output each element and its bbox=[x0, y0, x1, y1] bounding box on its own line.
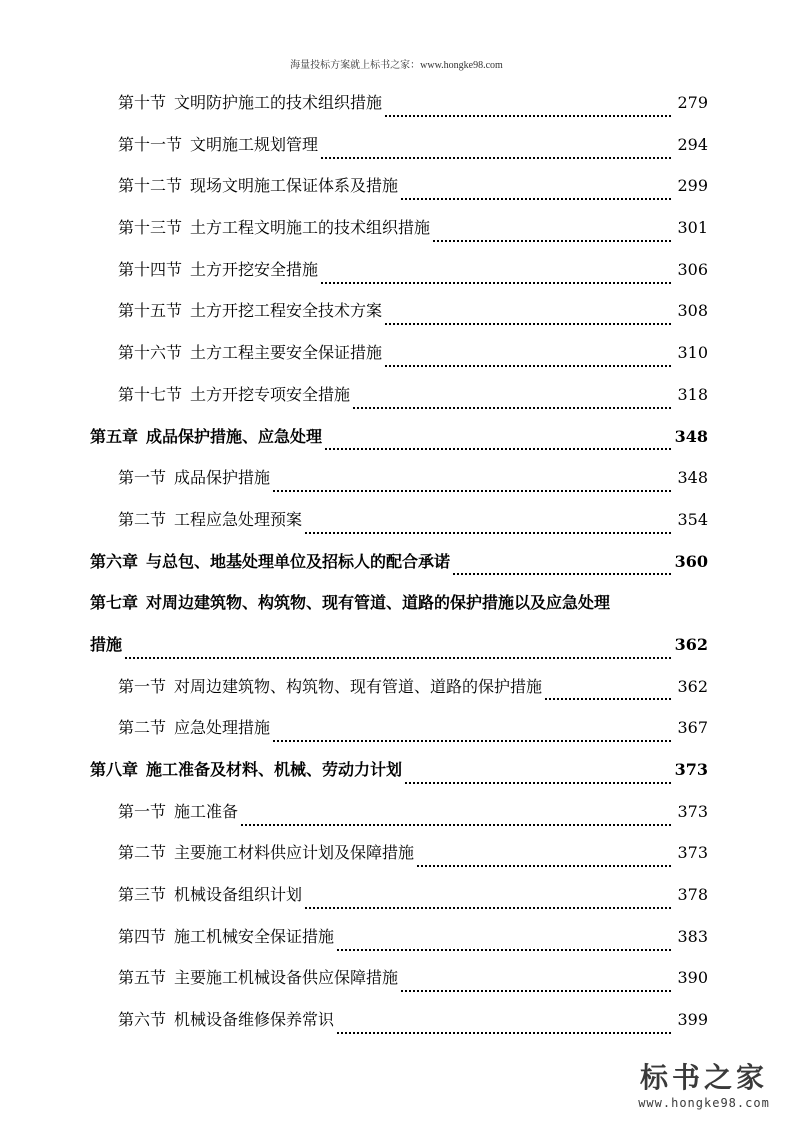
toc-dot-leader bbox=[241, 824, 671, 826]
toc-entry[interactable] bbox=[90, 632, 708, 674]
toc-entry-title: 施工准备 bbox=[174, 801, 239, 821]
toc-entry[interactable] bbox=[90, 90, 708, 132]
toc-dot-leader bbox=[417, 865, 671, 867]
toc-entry-title: 与总包、地基处理单位及招标人的配合承诺 bbox=[146, 551, 451, 571]
toc-entry-title: 措施 bbox=[90, 634, 123, 654]
toc-page-number: 299 bbox=[677, 176, 708, 196]
toc-entry-number: 第二节 bbox=[118, 718, 167, 738]
toc-page-number: 318 bbox=[677, 384, 708, 404]
toc-page-number: 310 bbox=[677, 343, 708, 363]
toc-entry-title: 土方工程主要安全保证措施 bbox=[190, 343, 383, 363]
toc-dot-leader bbox=[353, 407, 671, 409]
toc-entry-title: 机械设备维修保养常识 bbox=[174, 1010, 335, 1030]
toc-entry-number: 第一节 bbox=[118, 801, 167, 821]
toc-entry[interactable] bbox=[90, 424, 708, 466]
toc-page-number: 390 bbox=[677, 968, 708, 988]
brand-logo bbox=[629, 1056, 779, 1110]
toc-dot-leader bbox=[545, 698, 671, 700]
toc-entry-number: 第三节 bbox=[118, 885, 167, 905]
toc-entry[interactable] bbox=[90, 173, 708, 215]
toc-dot-leader bbox=[305, 907, 671, 909]
toc-entry-number: 第五章 bbox=[90, 426, 139, 446]
toc-entry-number: 第二节 bbox=[118, 509, 167, 529]
toc-entry[interactable] bbox=[90, 1007, 708, 1049]
toc-entry-number: 第十六节 bbox=[118, 343, 183, 363]
toc-page-number: 367 bbox=[677, 718, 708, 738]
toc-entry[interactable] bbox=[90, 882, 708, 924]
toc-entry-title: 文明施工规划管理 bbox=[190, 134, 319, 154]
toc-entry-title: 土方开挖工程安全技术方案 bbox=[190, 301, 383, 321]
toc-page-number: 354 bbox=[677, 509, 708, 529]
toc-page-number: 348 bbox=[677, 468, 708, 488]
page-header: 海量投标方案就上标书之家：www.hongke98.com bbox=[290, 60, 503, 71]
toc-entry-number: 第十节 bbox=[118, 93, 167, 112]
logo-brand-text: 标书之家 bbox=[639, 1061, 768, 1094]
toc-entry[interactable] bbox=[90, 924, 708, 966]
toc-page-number: 308 bbox=[677, 301, 708, 321]
toc-entry-title: 对周边建筑物、构筑物、现有管道、道路的保护措施以及应急处理 bbox=[146, 593, 611, 613]
toc-dot-leader bbox=[337, 1032, 671, 1034]
toc-dot-leader bbox=[401, 198, 671, 200]
toc-entry-number: 第六章 bbox=[90, 551, 139, 571]
toc-entry[interactable] bbox=[90, 590, 708, 632]
toc-entry-title: 成品保护措施、应急处理 bbox=[146, 426, 323, 446]
toc-entry-title: 应急处理措施 bbox=[174, 718, 271, 738]
toc-page-number: 399 bbox=[677, 1010, 708, 1030]
toc-dot-leader bbox=[385, 365, 671, 367]
toc-entry-title: 现场文明施工保证体系及措施 bbox=[190, 176, 399, 196]
toc-entry-title: 土方工程文明施工的技术组织措施 bbox=[190, 218, 431, 238]
toc-entry[interactable] bbox=[90, 840, 708, 882]
toc-entry-number: 第十四节 bbox=[118, 259, 183, 279]
table-of-contents bbox=[90, 90, 708, 1049]
toc-dot-leader bbox=[305, 532, 671, 534]
toc-entry-title: 土方开挖安全措施 bbox=[190, 259, 319, 279]
toc-entry-number: 第八章 bbox=[90, 760, 139, 779]
toc-entry-number: 第四节 bbox=[118, 926, 167, 946]
toc-entry-title: 工程应急处理预案 bbox=[174, 509, 303, 529]
logo-url-text: www.hongke98.com bbox=[638, 1096, 770, 1110]
toc-page-number: 378 bbox=[677, 885, 708, 905]
toc-entry-title: 主要施工机械设备供应保障措施 bbox=[174, 968, 399, 988]
toc-entry[interactable] bbox=[90, 799, 708, 841]
toc-entry-title: 成品保护措施 bbox=[174, 468, 271, 488]
toc-dot-leader bbox=[405, 782, 671, 784]
toc-entry[interactable] bbox=[90, 549, 708, 591]
toc-page-number: 373 bbox=[677, 843, 708, 863]
toc-page-number: 360 bbox=[674, 551, 708, 571]
toc-entry-title: 主要施工材料供应计划及保障措施 bbox=[174, 843, 415, 863]
toc-page-number: 294 bbox=[677, 134, 708, 154]
toc-dot-leader bbox=[337, 949, 671, 951]
toc-dot-leader bbox=[401, 990, 671, 992]
toc-entry[interactable] bbox=[90, 298, 708, 340]
toc-entry-number: 第十一节 bbox=[118, 134, 183, 154]
toc-page-number: 383 bbox=[677, 926, 708, 946]
toc-entry-title: 文明防护施工的技术组织措施 bbox=[174, 93, 383, 112]
toc-page-number: 373 bbox=[677, 801, 708, 821]
toc-page-number: 301 bbox=[677, 218, 708, 238]
toc-entry-number: 第一节 bbox=[118, 468, 167, 488]
toc-entry-number: 第二节 bbox=[118, 843, 167, 863]
toc-entry[interactable] bbox=[90, 257, 708, 299]
toc-entry-title: 施工准备及材料、机械、劳动力计划 bbox=[146, 760, 403, 779]
toc-entry-number: 第十七节 bbox=[118, 384, 183, 404]
toc-entry[interactable] bbox=[90, 507, 708, 549]
toc-page-number: 362 bbox=[674, 634, 708, 654]
toc-dot-leader bbox=[321, 282, 671, 284]
toc-dot-leader bbox=[385, 323, 671, 325]
toc-dot-leader bbox=[453, 573, 671, 575]
toc-page-number: 279 bbox=[677, 93, 708, 112]
toc-page-number: 373 bbox=[674, 760, 708, 779]
toc-entry[interactable] bbox=[90, 715, 708, 757]
toc-dot-leader bbox=[273, 490, 671, 492]
toc-entry[interactable] bbox=[90, 465, 708, 507]
toc-entry-title: 机械设备组织计划 bbox=[174, 885, 303, 905]
toc-entry-number: 第七章 bbox=[90, 593, 139, 613]
toc-dot-leader bbox=[321, 157, 671, 159]
toc-entry[interactable] bbox=[90, 132, 708, 174]
toc-entry-title: 施工机械安全保证措施 bbox=[174, 926, 335, 946]
toc-dot-leader bbox=[385, 115, 671, 117]
toc-entry[interactable] bbox=[90, 757, 708, 799]
toc-dot-leader bbox=[125, 657, 671, 659]
toc-entry-number: 第十三节 bbox=[118, 218, 183, 238]
toc-entry-number: 第一节 bbox=[118, 676, 167, 696]
toc-dot-leader bbox=[273, 740, 671, 742]
toc-entry[interactable] bbox=[90, 674, 708, 716]
toc-page-number: 348 bbox=[674, 426, 708, 446]
toc-entry[interactable] bbox=[90, 965, 708, 1007]
toc-entry[interactable] bbox=[90, 215, 708, 257]
toc-entry-title: 土方开挖专项安全措施 bbox=[190, 384, 351, 404]
toc-entry-number: 第六节 bbox=[118, 1010, 167, 1030]
toc-dot-leader bbox=[325, 448, 671, 450]
toc-entry[interactable] bbox=[90, 382, 708, 424]
toc-entry-number: 第五节 bbox=[118, 968, 167, 988]
toc-entry-title: 对周边建筑物、构筑物、现有管道、道路的保护措施 bbox=[174, 676, 543, 696]
toc-entry-number: 第十二节 bbox=[118, 176, 183, 196]
toc-page-number: 306 bbox=[677, 259, 708, 279]
toc-page-number: 362 bbox=[677, 676, 708, 696]
toc-entry[interactable] bbox=[90, 340, 708, 382]
toc-dot-leader bbox=[433, 240, 671, 242]
toc-entry-number: 第十五节 bbox=[118, 301, 183, 321]
